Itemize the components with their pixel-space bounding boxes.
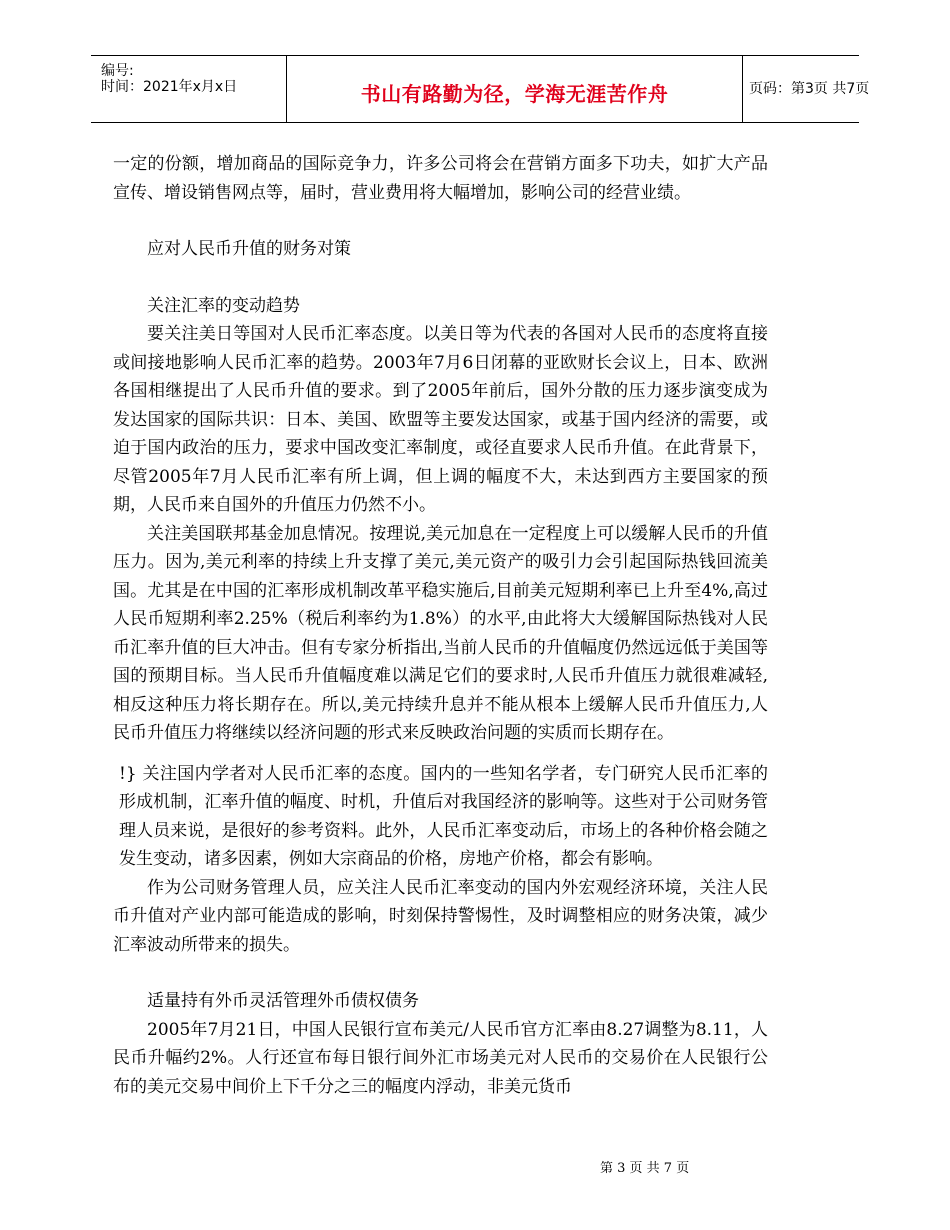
section-heading: 应对人民币升值的财务对策 [147, 239, 351, 259]
header-meta-cell [91, 56, 286, 122]
paragraph: !} 关注国内学者对人民币汇率的态度。国内的一些知名学者，专门研究人民币汇率的形成机制，汇率升值的幅度、时机，升值后对我国经济的影响等。这些对于公司财务管理人员来说，是很好的参考资料。此外，人民币汇率变动后，市场上的各种价格会随之发生变动，诸多因素，例如大宗商品的价格，房地产价格，都会有影响。 [119, 763, 768, 869]
paragraph: 要关注美日等国对人民币汇率态度。以美日等为代表的各国对人民币的态度将直接或间接地影响人民币汇率的趋势。2003年7月6日闭幕的亚欧财长会议上，日本、欧洲各国相继提出了人民币升值的要求。到了2005年前后，国外分散的压力逐步演变成为发达国家的国际共识：日本、美国、欧盟等主要发达国家，或基于国内经济的需要，或迫于国内政治的压力，要求中国改变汇率制度，或径直要求人民币升值。在此背景下，尽管2005年7月人民币汇率有所上调，但上调的幅度不大，未达到西方主要国家的预期，人民币来自国外的升值压力仍然不小。 [113, 324, 768, 515]
paragraph: 关注美国联邦基金加息情况。按理说,美元加息在一定程度上可以缓解人民币的升值压力。因为,美元利率的持续上升支撑了美元,美元资产的吸引力会引起国际热钱回流美国。尤其是在中国的汇率形成机制改革平稳实施后,目前美元短期利率已上升至4%,高过人民币短期利率2.25%（税后利率约为1.8%）的水平,由此将大大缓解国际热钱对人民币汇率升值的巨大冲击。但有专家分析指出,当前人民币的升值幅度仍然远远低于美国等国的预期目标。当人民币升值幅度难以满足它们的要求时,人民币升值压力就很难减轻,相反这种压力将长期存在。所以,美元持续升息并不能从根本上缓解人民币升值压力,人民币升值压力将继续以经济问题的形式来反映政治问题的实质而长期存在。 [113, 523, 768, 743]
header-page-cell [741, 56, 870, 122]
document-body [113, 150, 768, 1101]
motto-text: 书山有路勤为径，学海无涯苦作舟 [360, 82, 669, 106]
time-label: 时间：2021年x月x日 [101, 79, 238, 95]
page-footer: 第 3 页 共 7 页 [600, 1161, 690, 1176]
header-motto-cell [286, 56, 743, 122]
paragraph: 作为公司财务管理人员，应关注人民币汇率变动的国内外宏观经济环境，关注人民币升值对产业内部可能造成的影响，时刻保持警惕性，及时调整相应的财务决策，减少汇率波动所带来的损失。 [113, 877, 768, 955]
subsection-heading: 关注汇率的变动趋势 [147, 295, 300, 316]
subsection-heading: 适量持有外币灵活管理外币债权债务 [147, 991, 419, 1011]
page-header [91, 55, 870, 123]
serial-label: 编号: [101, 63, 134, 79]
paragraph-continued: 一定的份额，增加商品的国际竞争力，许多公司将会在营销方面多下功夫，如扩大产品宣传、增设销售网点等，届时，营业费用将大幅增加，影响公司的经营业绩。 [113, 154, 768, 203]
page-info: 页码：第3页 共7页 [749, 81, 870, 97]
paragraph: 2005年7月21日，中国人民银行宣布美元/人民币官方汇率由8.27调整为8.11，人民币升幅约2%。人行还宣布每日银行间外汇市场美元对人民币的交易价在人民银行公布的美元交易中间价上下千分之三的幅度内浮动，非美元货币 [113, 1019, 768, 1097]
